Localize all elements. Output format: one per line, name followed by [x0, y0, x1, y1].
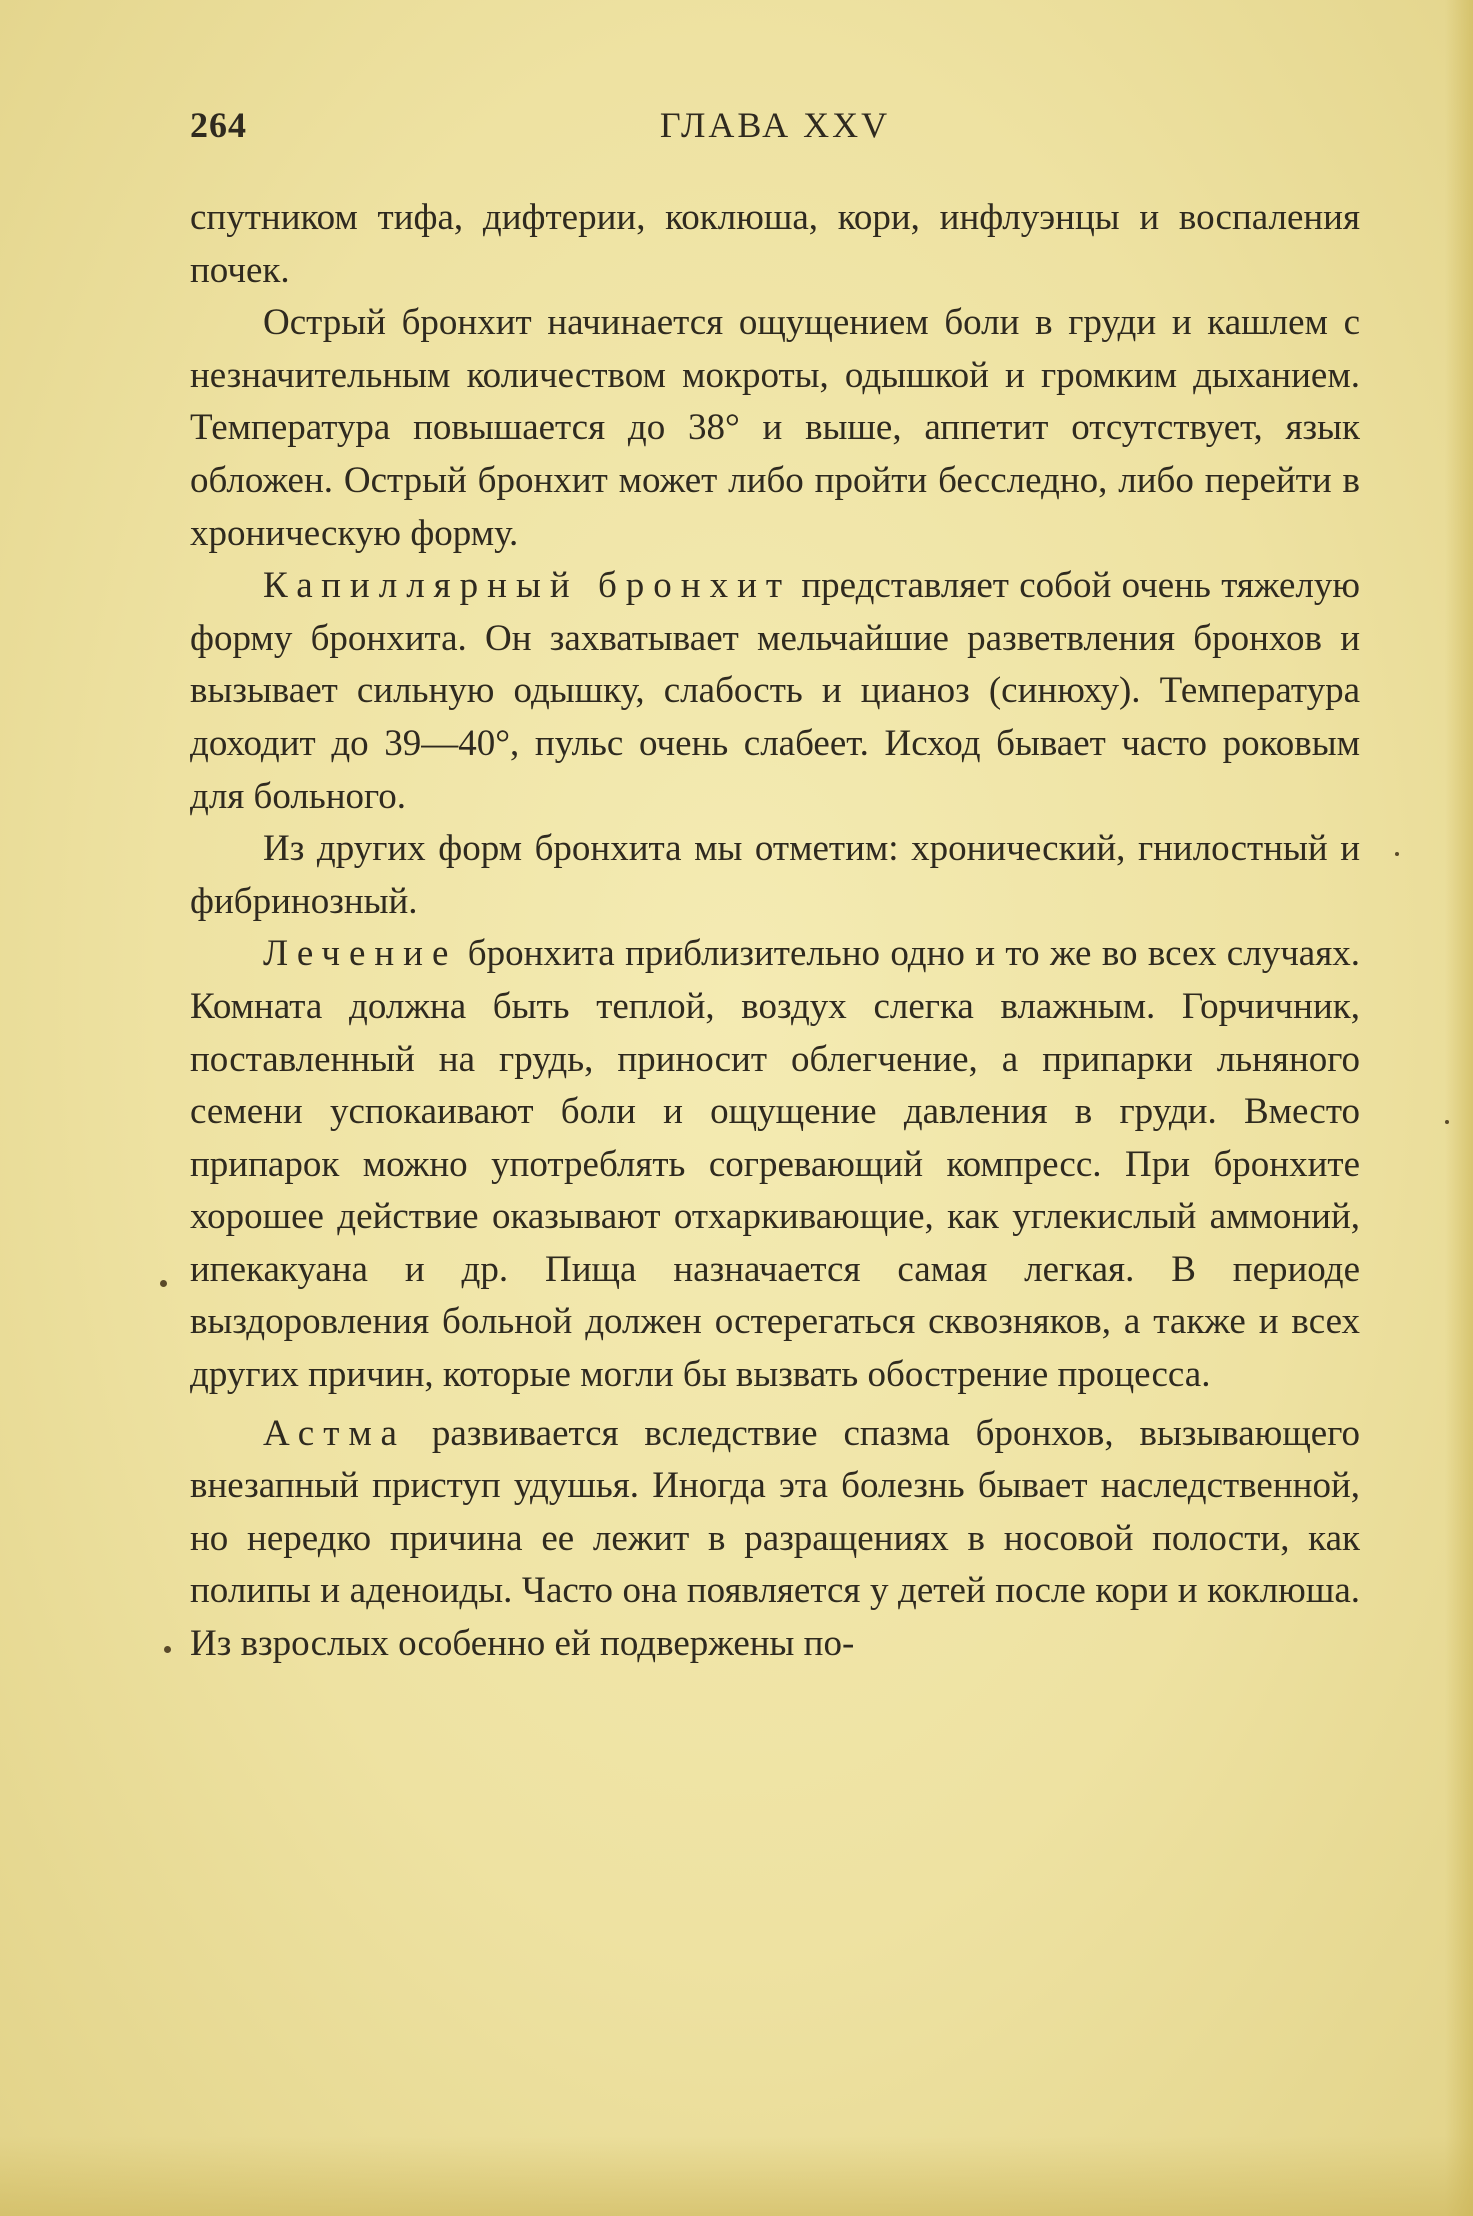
spaced-term: Астма [263, 1412, 406, 1454]
running-title: ГЛАВА XXV [659, 105, 891, 145]
paragraph-text: Из других форм бронхита мы отметим: хронический, гнилостный и фибринозный. [190, 828, 1360, 922]
paragraph-acute-bronchitis [190, 297, 1360, 560]
paragraph-text: спутником тифа, дифтерии, коклюша, кори, инфлуэнцы и воспаления почек. [190, 197, 1360, 291]
page-header [190, 104, 1360, 154]
page-edge-shadow-bottom [0, 2136, 1473, 2216]
print-speck [164, 1646, 171, 1653]
paragraph-text: бронхита приблизительно одно и то же во всех случаях. Комната должна быть теплой, воздух слегка влажным. Горчичник, поставленный на грудь, приносит облегчение, а припарки льняного семени успокаивают боли и ощущение давления в груди. Вместо припарок можно употреблять согревающий компресс. При бронхите хорошее действие оказывают отхаркивающие, как углекислый аммоний, ипекакуана и др. Пища назначается самая легкая. В периоде выздоровления больной должен остерегаться сквозняков, а также и всех других причин, которые могли бы вызвать обострение процесса. [190, 933, 1360, 1396]
print-speck [160, 1280, 167, 1287]
print-speck [1395, 852, 1399, 856]
paragraph-asthma [190, 1408, 1360, 1671]
paragraph-text: развивается вследствие спазма бронхов, вызывающего внезапный приступ удушья. Иногда эта болезнь бывает наследственной, но нередко причина ее лежит в разращениях в носовой полости, как полипы и аденоиды. Часто она появляется у детей после кори и коклюша. Из взрослых особенно ей подвержены по- [190, 1412, 1360, 1665]
page-number: 264 [190, 105, 247, 145]
paragraph-text: Острый бронхит начинается ощущением боли в груди и кашлем с незначительным количеством мокроты, одышкой и громким дыханием. Температура повышается до 38° и выше, аппетит отсутствует, язык обложен. Острый бронхит может либо пройти бесследно, либо перейти в хроническую форму. [190, 302, 1360, 554]
paragraph-continuation [190, 192, 1360, 297]
paragraph-text: представляет собой очень тяжелую форму бронхита. Он захватывает мельчайшие разветвления бронхов и вызывает сильную одышку, слабость и цианоз (синюху). Температура доходит до 39—40°, пульс очень слабеет. Исход бывает часто роковым для больного. [190, 565, 1360, 817]
paragraph-treatment [190, 928, 1360, 1401]
page-edge-shadow-right [1445, 0, 1473, 2216]
spaced-term: Капиллярный бронхит [263, 565, 792, 607]
print-speck [1445, 1120, 1449, 1124]
body-text [190, 192, 1360, 1671]
paragraph-capillary-bronchitis [190, 560, 1360, 823]
paragraph-other-forms [190, 823, 1360, 928]
spaced-term: Лечение [263, 933, 458, 975]
